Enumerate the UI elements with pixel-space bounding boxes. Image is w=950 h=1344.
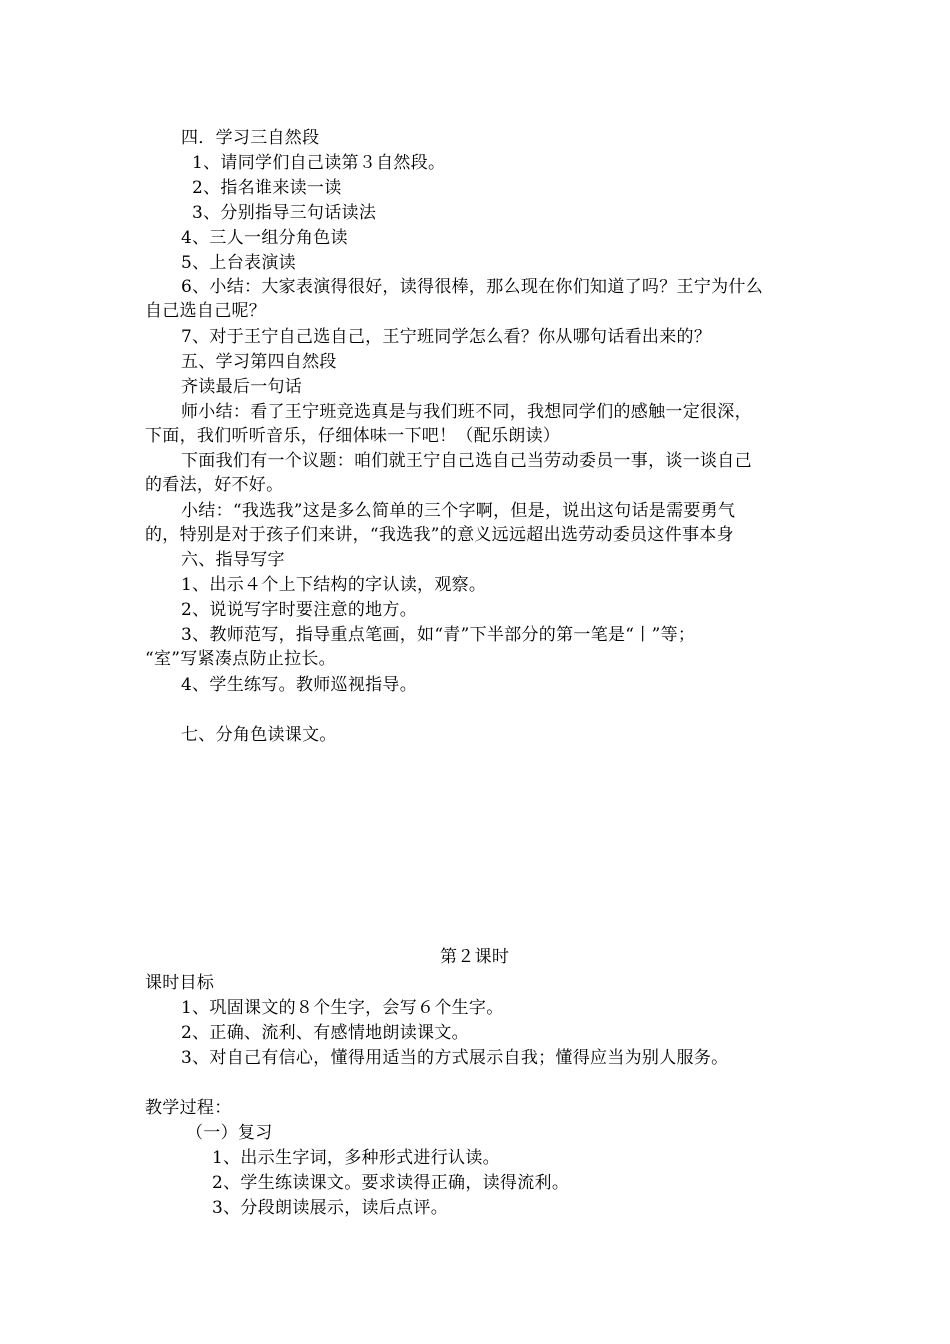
list-item-4-3: 3、分别指导三句话读法 xyxy=(192,203,377,223)
list-item-6-2: 2、说说写字时要注意的地方。 xyxy=(181,600,418,620)
list-item-6-1: 1、出示４个上下结构的字认读，观察。 xyxy=(181,575,487,595)
list-item-4-6-line2: 自己选自己呢？ xyxy=(145,301,267,321)
lesson-title: 第２课时 xyxy=(440,947,510,967)
heading-section-6: 六、指导写字 xyxy=(181,550,285,570)
paragraph-teacher-summary-line1: 师小结：看了王宁班竞选真是与我们班不同，我想同学们的感触一定很深， xyxy=(181,402,752,422)
list-item-6-4: 4、学生练写。教师巡视指导。 xyxy=(181,675,418,695)
paragraph-topic-line1: 下面我们有一个议题：咱们就王宁自己选自己当劳动委员一事，谈一谈自己 xyxy=(181,451,752,471)
heading-section-7: 七、分角色读课文。 xyxy=(181,725,337,745)
process-heading: 教学过程： xyxy=(145,1098,232,1118)
list-item-4-5: 5、上台表演读 xyxy=(181,253,296,273)
objective-1: 1、巩固课文的８个生字，会写６个生字。 xyxy=(181,998,504,1018)
heading-section-4: 四．学习三自然段 xyxy=(181,128,320,148)
list-item-4-4: 4、三人一组分角色读 xyxy=(181,228,348,248)
list-item-6-3-line1: 3、教师范写，指导重点笔画，如“青”下半部分的第一笔是“丨”等； xyxy=(181,625,696,645)
review-heading: （一）复习 xyxy=(186,1123,273,1143)
paragraph-teacher-summary-line2: 下面，我们听听音乐，仔细体味一下吧！（配乐朗读） xyxy=(145,426,561,446)
review-item-1: 1、出示生字词，多种形式进行认读。 xyxy=(212,1148,500,1168)
list-item-4-1: 1、请同学们自己读第３自然段。 xyxy=(192,153,446,173)
list-item-4-6-line1: 6、小结：大家表演得很好，读得很棒，那么现在你们知道了吗？王宁为什么 xyxy=(181,277,764,297)
paragraph-summary-line1: 小结：“我选我”这是多么简单的三个字啊，但是，说出这句话是需要勇气 xyxy=(181,501,736,521)
heading-section-5: 五、学习第四自然段 xyxy=(181,352,337,372)
paragraph-read-last: 齐读最后一句话 xyxy=(181,377,303,397)
objective-3: 3、对自己有信心，懂得用适当的方式展示自我；懂得应当为别人服务。 xyxy=(181,1048,729,1068)
paragraph-topic-line2: 的看法，好不好。 xyxy=(145,475,284,495)
paragraph-summary-line2: 的，特别是对于孩子们来讲，“我选我”的意义远远超出选劳动委员这件事本身 xyxy=(145,525,734,545)
list-item-6-3-line2: “室”写紧凑点防止拉长。 xyxy=(145,649,336,669)
review-item-3: 3、分段朗读展示，读后点评。 xyxy=(212,1198,449,1218)
list-item-4-7: 7、对于王宁自己选自己，王宁班同学怎么看？你从哪句话看出来的？ xyxy=(181,327,712,347)
objectives-heading: 课时目标 xyxy=(145,973,215,993)
list-item-4-2: 2、指名谁来读一读 xyxy=(192,178,342,198)
review-item-2: 2、学生练读课文。要求读得正确，读得流利。 xyxy=(212,1173,570,1193)
objective-2: 2、正确、流利、有感情地朗读课文。 xyxy=(181,1023,469,1043)
